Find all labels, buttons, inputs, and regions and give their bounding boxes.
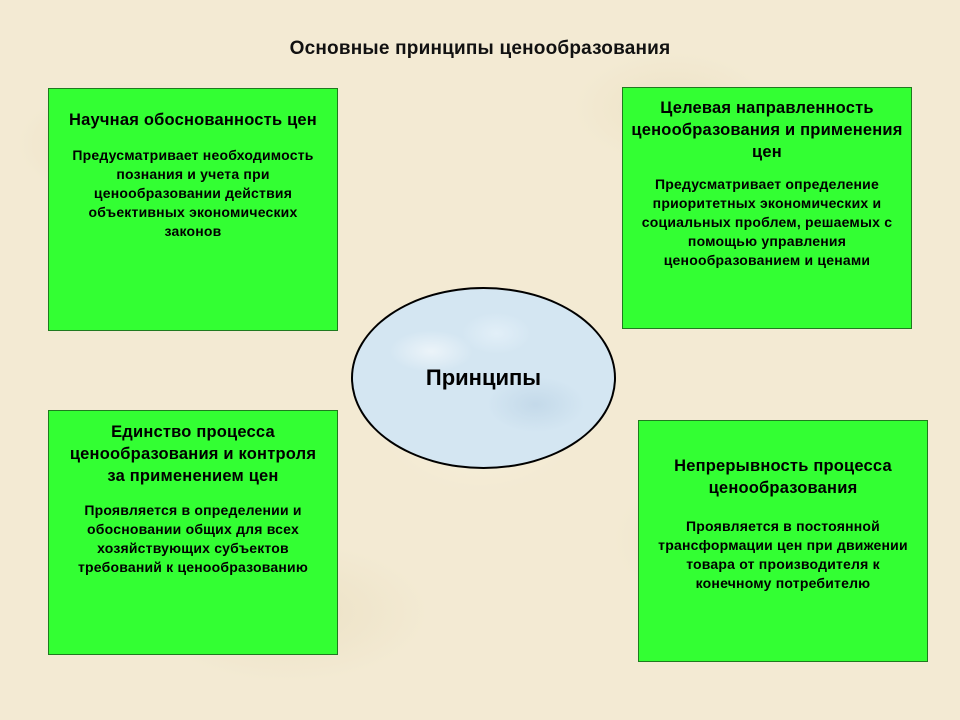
principle-heading: Научная обоснованность цен — [69, 111, 317, 129]
principle-description: Проявляется в определении и обосновании общих для всех хозяйствующих субъектов требований к ценообразованию — [78, 502, 308, 575]
principle-box-unity-of-process — [48, 410, 338, 655]
principle-heading: Единство процесса ценообразования и контроля за применением цен — [69, 423, 317, 485]
principle-description: Проявляется в постоянной трансформации цен при движении товара от производителя к конечному потребителю — [658, 518, 908, 591]
principle-heading: Непрерывность процесса ценообразования — [674, 457, 892, 497]
page-title: Основные принципы ценообразования — [289, 38, 671, 59]
center-label: Принципы — [425, 365, 542, 390]
principle-description: Предусматривает определение приоритетных экономических и социальных проблем, решаемых с помощью управления ценообразованием и ценами — [641, 176, 893, 268]
principle-box-target-orientation — [622, 87, 912, 329]
principle-description: Предусматривает необходимость познания и учета при ценообразовании действия объективных экономических законов — [72, 147, 314, 239]
principle-heading: Целевая направленность ценообразования и применения цен — [631, 99, 903, 161]
principle-box-continuity — [638, 420, 928, 662]
principle-box-scientific-validity — [48, 88, 338, 331]
center-ellipse — [351, 287, 616, 469]
